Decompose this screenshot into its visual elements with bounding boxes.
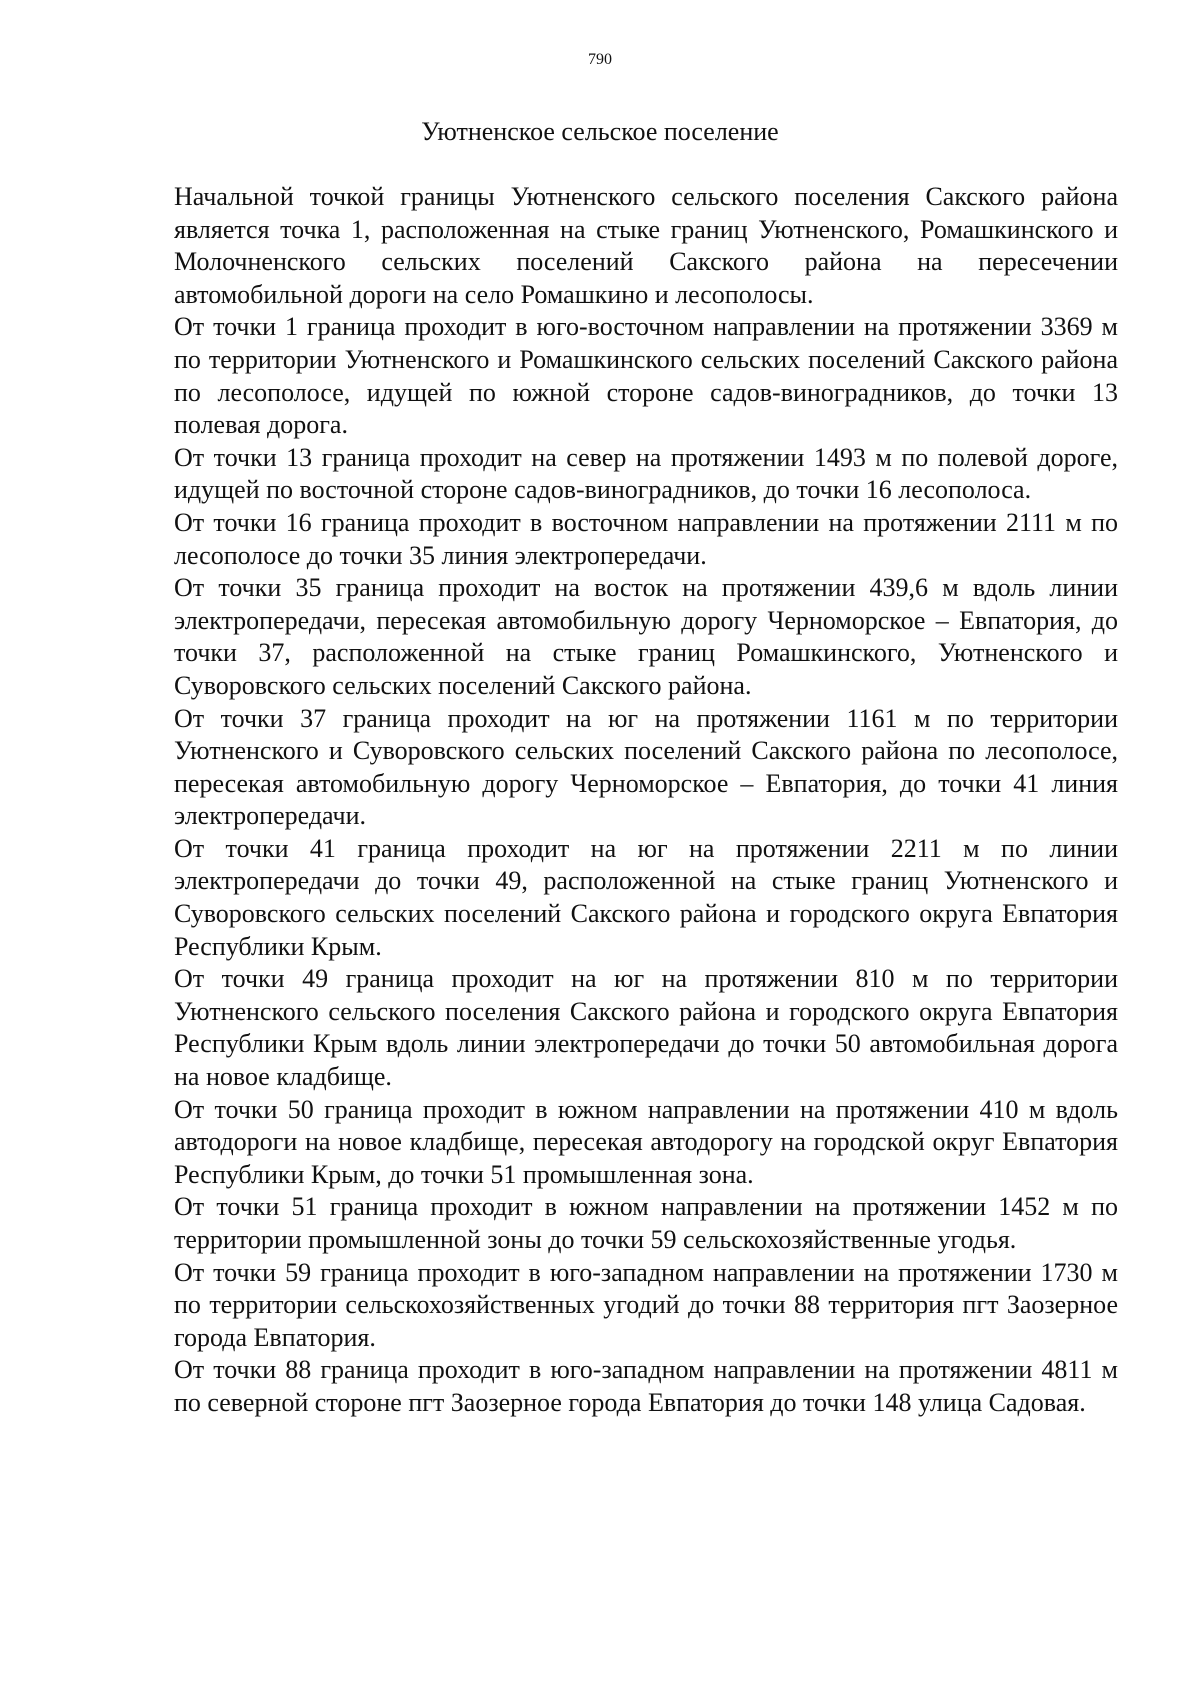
paragraph-3: От точки 13 граница проходит на север на протяжении 1493 м по полевой дороге, идущей по восточной стороне садов-виноградников, до точки 16 лесополоса. [174,442,1118,505]
paragraph-7: От точки 41 граница проходит на юг на протяжении 2211 м по линии электропередачи до точки 49, расположенной на стыке границ Уютненского и Суворовского сельских поселений Сакского района и городского округа Евпатория Республики Крым. [174,833,1118,961]
paragraph-4: От точки 16 граница проходит в восточном направлении на протяжении 2111 м по лесополосе до точки 35 линия электропередачи. [174,507,1118,570]
paragraph-2: От точки 1 граница проходит в юго-восточном направлении на протяжении 3369 м по территории Уютненского и Ромашкинского сельских поселений Сакского района по лесополосе, идущей по южной стороне садов-виноградников, до точки 13 полевая дорога. [174,312,1118,440]
paragraph-12: От точки 88 граница проходит в юго-западном направлении на протяжении 4811 м по северной стороне пгт Заозерное города Евпатория до точки 148 улица Садовая. [174,1355,1118,1417]
paragraph-11: От точки 59 граница проходит в юго-западном направлении на протяжении 1730 м по территории сельскохозяйственных угодий до точки 88 территория пгт Заозерное города Евпатория. [174,1257,1118,1352]
page-number: 790 [588,51,612,68]
paragraph-8: От точки 49 граница проходит на юг на протяжении 810 м по территории Уютненского сельского поселения Сакского района и городского округа Евпатория Республики Крым вдоль линии электропередачи до точки 50 автомобильная дорога на новое кладбище. [174,964,1118,1092]
paragraph-10: От точки 51 граница проходит в южном направлении на протяжении 1452 м по территории промышленной зоны до точки 59 сельскохозяйственные угодья. [174,1192,1118,1254]
section-title: Уютненское сельское поселение [421,117,779,146]
paragraph-5: От точки 35 граница проходит на восток на протяжении 439,6 м вдоль линии электропередачи, пересекая автомобильную дорогу Черноморское – Евпатория, до точки 37, расположенной на стыке границ Ромашкинского, Уютненского и Суворовского сельских поселений Сакского района. [174,573,1118,700]
paragraph-6: От точки 37 граница проходит на юг на протяжении 1161 м по территории Уютненского и Суворовского сельских поселений Сакского района по лесополосе, пересекая автомобильную дорогу Черноморское – Евпатория, до точки 41 линия электропередачи. [174,703,1118,831]
paragraph-9: От точки 50 граница проходит в южном направлении на протяжении 410 м вдоль автодороги на новое кладбище, пересекая автодорогу на городской округ Евпатория Республики Крым, до точки 51 промышленная зона. [174,1094,1118,1189]
paragraph-1: Начальной точкой границы Уютненского сельского поселения Сакского района является точка 1, расположенная на стыке границ Уютненского, Ромашкинского и Молочненского сельских поселений Сакского района на пересечении автомобильной дороги на село Ромашкино и лесополосы. [174,182,1118,309]
body-text [174,181,1118,1420]
